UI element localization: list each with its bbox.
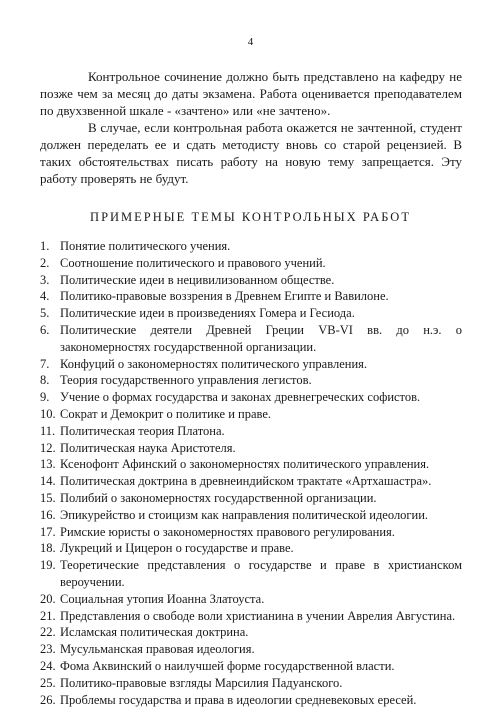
item-text: Политико-правовые взгляды Марсилия Падуанского.	[60, 675, 343, 690]
item-text: Мусульманская правовая идеология.	[60, 642, 255, 657]
item-text: Полибий о закономерностях государственной организации.	[60, 490, 377, 505]
item-text: Социальная утопия Иоанна Златоуста.	[60, 591, 265, 606]
list-item	[40, 238, 462, 255]
intro-paragraph: В случае, если контрольная работа окажется не зачтенной, студент должен переделать ее и сдать методисту вновь со старой рецензией. В таких обстоятельствах писать работу на новую тему запрещается. Эту работу проверять не будут.	[40, 120, 462, 186]
item-number: 20.	[40, 591, 56, 606]
intro-paragraph: Контрольное сочинение должно быть представлено на кафедру не позже чем за месяц до даты экзамена. Работа оценивается преподавателем по двухзвенной шкале - «зачтено» или «не зачтено».	[40, 69, 462, 118]
item-text: Римские юристы о закономерностях правового регулирования.	[60, 524, 395, 539]
list-item	[40, 490, 462, 507]
list-item	[40, 524, 462, 541]
item-text: Политические идеи в нецивилизованном обществе.	[60, 272, 335, 287]
item-text: Представления о свободе воли христианина в учении Аврелия Августина.	[60, 608, 456, 623]
list-item	[40, 641, 462, 658]
item-text: Теоретические представления о государстве и праве в христианском вероучении.	[60, 558, 462, 589]
item-number: 4.	[40, 289, 50, 304]
list-item	[40, 658, 462, 675]
item-text: Понятие политического учения.	[60, 239, 231, 253]
item-number: 10.	[40, 406, 56, 421]
list-item	[40, 624, 462, 641]
list-item	[40, 305, 462, 322]
item-text: Соотношение политического и правового учений.	[60, 255, 326, 270]
item-text: Ксенофонт Афинский о закономерностях политического управления.	[60, 457, 430, 472]
list-item	[40, 440, 462, 457]
item-number: 22.	[40, 625, 56, 640]
item-number: 16.	[40, 507, 56, 522]
list-item	[40, 288, 462, 305]
item-text: Сократ и Демокрит о политике и праве.	[60, 406, 271, 421]
item-number: 26.	[40, 692, 56, 707]
item-number: 12.	[40, 440, 56, 455]
item-number: 2.	[40, 255, 50, 270]
item-number: 7.	[40, 356, 50, 371]
item-text: Политическая доктрина в древнеиндийском трактате «Артхашастра».	[60, 474, 432, 489]
item-text: Проблемы государства и права в идеологии средневековых ересей.	[60, 692, 417, 707]
list-item	[40, 389, 462, 406]
item-text: Политические идеи в произведениях Гомера и Гесиода.	[60, 306, 355, 321]
list-item	[40, 372, 462, 389]
item-number: 8.	[40, 373, 50, 388]
item-text: Учение о формах государства и законах древнегреческих софистов.	[60, 390, 421, 405]
item-text: Исламская политическая доктрина.	[60, 625, 249, 640]
item-number: 25.	[40, 675, 56, 690]
list-item	[40, 356, 462, 373]
item-number: 24.	[40, 658, 56, 673]
list-item	[40, 540, 462, 557]
item-text: Политические деятели Древней Греции VB-VI вв. до н.э. о закономерностях государственной организации.	[60, 322, 462, 354]
section-heading: ПРИМЕРНЫЕ ТЕМЫ КОНТРОЛЬНЫХ РАБОТ	[90, 210, 411, 224]
item-number: 9.	[40, 390, 50, 405]
list-item	[40, 322, 462, 356]
list-item	[40, 608, 462, 625]
item-number: 15.	[40, 490, 56, 505]
item-number: 21.	[40, 608, 56, 623]
item-number: 17.	[40, 524, 56, 539]
item-number: 3.	[40, 272, 50, 287]
list-item	[40, 473, 462, 490]
item-number: 14.	[40, 474, 56, 489]
item-text: Фома Аквинский о наилучшей форме государственной власти.	[60, 658, 395, 673]
item-text: Теория государственного управления легистов.	[60, 373, 312, 388]
list-item	[40, 272, 462, 289]
item-number: 23.	[40, 642, 56, 657]
list-item	[40, 692, 462, 709]
list-item	[40, 591, 462, 608]
item-number: 11.	[40, 423, 56, 438]
list-item	[40, 255, 462, 272]
intro-text	[40, 68, 462, 187]
list-item	[40, 406, 462, 423]
item-text: Политическая наука Аристотеля.	[60, 440, 236, 455]
list-item	[40, 557, 462, 591]
item-text: Конфуций о закономерностях политического управления.	[60, 356, 368, 371]
topics-list	[40, 238, 462, 708]
item-text: Политико-правовые воззрения в Древнем Египте и Вавилоне.	[60, 289, 389, 304]
list-item	[40, 507, 462, 524]
item-number: 1.	[40, 239, 50, 253]
list-item	[40, 456, 462, 473]
item-number: 13.	[40, 457, 56, 472]
item-number: 19.	[40, 558, 56, 573]
item-text: Лукреций и Цицерон о государстве и праве.	[60, 541, 294, 556]
item-number: 6.	[40, 322, 50, 337]
item-text: Эпикурейство и стоицизм как направления политической идеологии.	[60, 507, 429, 522]
list-item	[40, 675, 462, 692]
item-number: 18.	[40, 541, 56, 556]
page-number: 4	[247, 36, 254, 48]
item-text: Политическая теория Платона.	[60, 423, 225, 438]
list-item	[40, 423, 462, 440]
item-number: 5.	[40, 306, 50, 321]
